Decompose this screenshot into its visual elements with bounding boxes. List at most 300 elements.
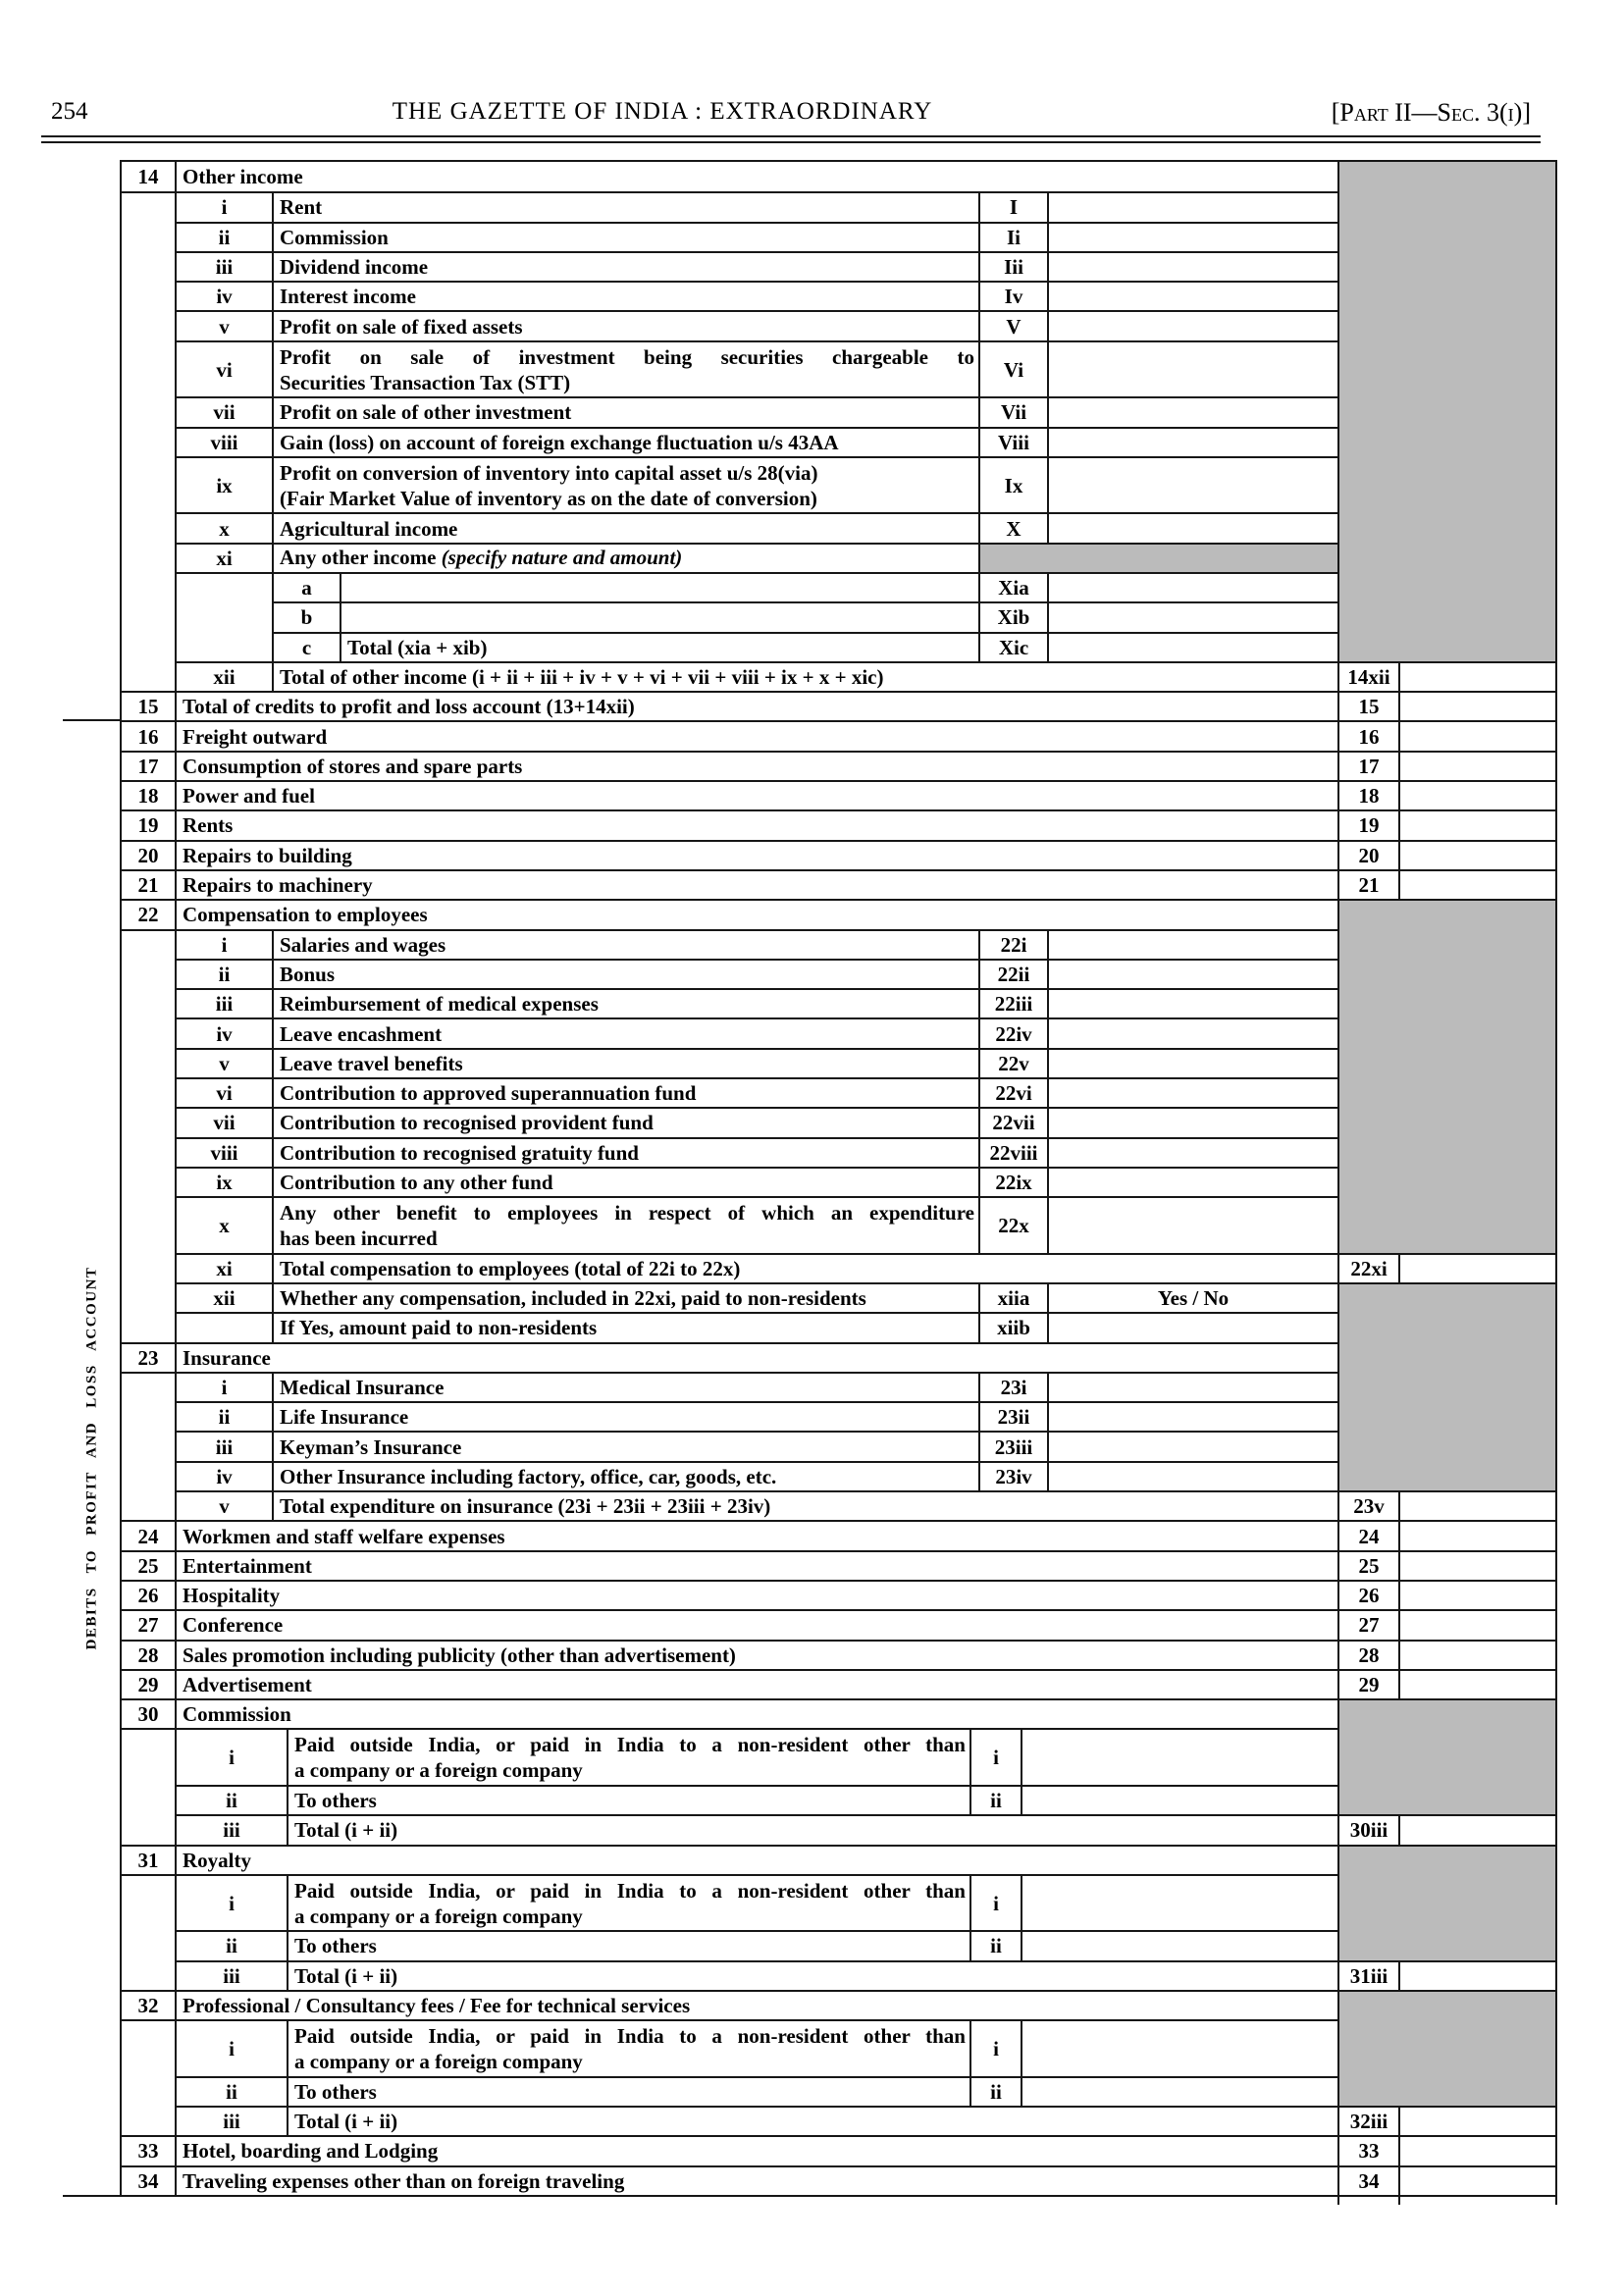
value-cell [1047, 572, 1337, 601]
gray-cell [1337, 1728, 1555, 1785]
gray-cell [1337, 929, 1555, 959]
item-label: Contribution to approved superannuation fund [272, 1077, 978, 1107]
gray-cell [1337, 632, 1555, 661]
gray-cell [1337, 191, 1555, 221]
value-cell [1398, 751, 1555, 780]
item-code: 29 [1337, 1669, 1398, 1698]
table-row [177, 1077, 1555, 1107]
item-label: Hospitality [175, 1580, 1337, 1609]
head-rule-bottom [41, 141, 1541, 143]
table-row [122, 809, 1555, 839]
table-row [177, 310, 1555, 339]
gray-cell [1337, 1312, 1555, 1341]
value-cell [1047, 988, 1337, 1017]
table-row [122, 1520, 1555, 1549]
section-header-row [122, 1698, 1555, 1728]
sub-roman: iii [177, 1814, 287, 1844]
sub-roman: iv [177, 281, 272, 310]
value-cell [1047, 222, 1337, 251]
side-band-divider [63, 719, 120, 721]
item-label [340, 601, 978, 631]
value-cell [1047, 1312, 1337, 1341]
gray-cell [1337, 1990, 1555, 2019]
table-row [177, 456, 1555, 513]
value-cell [1398, 1490, 1555, 1520]
value-cell [1047, 959, 1337, 988]
table-row [177, 1490, 1555, 1520]
value-cell [1047, 1107, 1337, 1136]
item-code: Xia [978, 572, 1047, 601]
sub-roman: ii [177, 1930, 287, 1959]
item-label: Other Insurance including factory, office, car, goods, etc. [272, 1461, 978, 1490]
table-row [122, 1550, 1555, 1580]
row-number: 18 [122, 780, 175, 809]
table-row [177, 1137, 1555, 1167]
value-cell [1398, 1814, 1555, 1844]
sub-roman: xii [177, 661, 272, 691]
gray-cell [1337, 1167, 1555, 1196]
sub-roman: iii [177, 988, 272, 1017]
item-label: Rent [272, 191, 978, 221]
row-number: 21 [122, 869, 175, 899]
item-label: Profit on sale of other investment [272, 396, 978, 426]
value-cell [1398, 1640, 1555, 1669]
gray-cell [1337, 1017, 1555, 1047]
item-label: To others [287, 1930, 969, 1959]
value-cell [1047, 396, 1337, 426]
sub-roman: v [177, 1048, 272, 1077]
item-label: Total (i + ii) [287, 1814, 1337, 1844]
table-row [177, 988, 1555, 1017]
gray-cell [1337, 310, 1555, 339]
item-label: Medical Insurance [272, 1372, 978, 1401]
table-row [177, 929, 1555, 959]
gray-cell [1337, 1107, 1555, 1136]
gray-cell [1337, 162, 1555, 191]
sub-roman: ix [177, 1167, 272, 1196]
item-code: 31iii [1337, 1960, 1398, 1990]
table-row [177, 251, 1555, 281]
table-row [177, 1785, 1555, 1814]
item-code: Xib [978, 601, 1047, 631]
sub-roman: ii [177, 222, 272, 251]
item-code: 21 [1337, 869, 1398, 899]
value-cell [1398, 1520, 1555, 1549]
item-code: 22ix [978, 1167, 1047, 1196]
item-label: If Yes, amount paid to non-residents [272, 1312, 978, 1341]
value-cell [1047, 1017, 1337, 1047]
item-label: Power and fuel [175, 780, 1337, 809]
section-number: 32 [122, 1990, 175, 2019]
value-cell [1047, 427, 1337, 456]
section-header-row [122, 1342, 1555, 1372]
head-rule-top [41, 135, 1541, 137]
item-label: Total of credits to profit and loss account (13+14xii) [175, 691, 1337, 720]
item-label: To others [287, 1785, 969, 1814]
gray-cell [978, 543, 1337, 572]
row-number: 29 [122, 1669, 175, 1698]
gray-cell [1337, 222, 1555, 251]
item-label: Commission [272, 222, 978, 251]
item-label: Total compensation to employees (total of 22i to 22x) [272, 1253, 1337, 1282]
value-cell [1047, 929, 1337, 959]
item-label: Gain (loss) on account of foreign exchange fluctuation u/s 43AA [272, 427, 978, 456]
gray-cell [1337, 2019, 1555, 2076]
item-label: Paid outside India, or paid in India to a non-resident other than a company or a foreign company [287, 2019, 969, 2076]
table-row [177, 1107, 1555, 1136]
item-code: Vi [978, 340, 1047, 397]
item-code: 33 [1337, 2135, 1398, 2165]
next-row-stub [1555, 2197, 1557, 2205]
item-label: Paid outside India, or paid in India to a non-resident other than a company or a foreign company [287, 1874, 969, 1931]
gray-cell [1337, 1077, 1555, 1107]
gray-cell [1337, 427, 1555, 456]
item-label: Contribution to any other fund [272, 1167, 978, 1196]
gray-cell [1337, 281, 1555, 310]
section-body [122, 1728, 1555, 1844]
item-label: Life Insurance [272, 1401, 978, 1431]
table-row [177, 1814, 1555, 1844]
item-label: Conference [175, 1609, 1337, 1639]
value-cell [1047, 1372, 1337, 1401]
table-row [177, 1312, 1555, 1341]
row-number: 27 [122, 1609, 175, 1639]
table-row [122, 1609, 1555, 1639]
sub-roman: i [177, 1372, 272, 1401]
table-row [122, 1640, 1555, 1669]
item-code: 22ii [978, 959, 1047, 988]
gray-cell [1337, 1401, 1555, 1431]
value-cell [1398, 1669, 1555, 1698]
item-code: ii [969, 1785, 1021, 1814]
table-row [122, 840, 1555, 869]
sub-roman: vi [177, 1077, 272, 1107]
running-head-part: [Part II—Sec. 3(i)] [1331, 98, 1531, 127]
sub-roman: ii [177, 959, 272, 988]
table-row [122, 1580, 1555, 1609]
gray-cell [1337, 1698, 1555, 1728]
gray-cell [1337, 456, 1555, 513]
section-body [122, 1874, 1555, 1990]
item-label: Reimbursement of medical expenses [272, 988, 978, 1017]
running-head-title: THE GAZETTE OF INDIA : EXTRAORDINARY [392, 98, 933, 125]
value-cell [1047, 281, 1337, 310]
table-row [177, 512, 1555, 542]
abc-rows [272, 572, 1555, 661]
item-code: 22x [978, 1196, 1047, 1253]
value-cell [1047, 601, 1337, 631]
value-cell [1021, 2019, 1337, 2076]
sub-roman: ii [177, 2076, 287, 2106]
value-cell [1047, 310, 1337, 339]
section-number: 22 [122, 899, 175, 928]
sub-roman: i [177, 1728, 287, 1785]
value-cell [1398, 809, 1555, 839]
item-code: Iv [978, 281, 1047, 310]
gray-cell [1337, 543, 1555, 572]
gray-cell [1337, 340, 1555, 397]
table-row [177, 1930, 1555, 1959]
item-code: 23i [978, 1372, 1047, 1401]
item-label: Workmen and staff welfare expenses [175, 1520, 1337, 1549]
item-code: 34 [1337, 2165, 1398, 2195]
item-label: Profit on sale of investment being securities chargeable to Securities Transaction Tax (STT) [272, 340, 978, 397]
gray-cell [1337, 1048, 1555, 1077]
section-number: 30 [122, 1698, 175, 1728]
gray-cell [1337, 1785, 1555, 1814]
table-row [177, 543, 1555, 572]
sub-roman: iii [177, 1960, 287, 1990]
value-cell [1398, 869, 1555, 899]
table-row [122, 720, 1555, 750]
gray-cell [1337, 1282, 1555, 1312]
table-row [177, 1461, 1555, 1490]
item-label: Entertainment [175, 1550, 1337, 1580]
table-row [177, 281, 1555, 310]
section-body [122, 1372, 1555, 1520]
table-row [122, 2165, 1555, 2195]
value-cell [1047, 1167, 1337, 1196]
item-code: 24 [1337, 1520, 1398, 1549]
section-rows [175, 929, 1555, 1342]
section-number: 14 [137, 165, 159, 189]
value-cell [1047, 191, 1337, 221]
item-code: Ix [978, 456, 1047, 513]
item-code: 30iii [1337, 1814, 1398, 1844]
value-cell [1398, 691, 1555, 720]
sub-roman: iv [177, 1017, 272, 1047]
sub-roman: ix [177, 456, 272, 513]
sub-roman: ii [177, 1785, 287, 1814]
row-number: 16 [122, 720, 175, 750]
table-row [122, 1669, 1555, 1698]
item-code: 22vii [978, 1107, 1047, 1136]
section-body [122, 929, 1555, 1342]
section-header-row [122, 899, 1555, 928]
item-code: 20 [1337, 840, 1398, 869]
row-number: 24 [122, 1520, 175, 1549]
gray-cell [1337, 1196, 1555, 1253]
value-cell [1021, 1930, 1337, 1959]
side-band-label: DEBITS TO PROFIT AND LOSS ACCOUNT [83, 1266, 100, 1650]
sub-roman: xi [177, 1253, 272, 1282]
table-row [177, 340, 1555, 397]
item-code: Iii [978, 251, 1047, 281]
table-row [177, 2019, 1555, 2076]
item-code: xiia [978, 1282, 1047, 1312]
item-label: Consumption of stores and spare parts [175, 751, 1337, 780]
value-cell [1021, 1785, 1337, 1814]
item-code: 22i [978, 929, 1047, 959]
table-row [122, 751, 1555, 780]
value-cell [1047, 251, 1337, 281]
item-label: Leave travel benefits [272, 1048, 978, 1077]
table-row [177, 427, 1555, 456]
roman-spacer [177, 572, 272, 661]
section-body [122, 191, 1555, 691]
abc-group-row [177, 572, 1555, 661]
sub-letter: c [274, 632, 340, 661]
value-cell [1398, 2165, 1555, 2195]
sub-roman: i [177, 191, 272, 221]
gray-cell [1337, 899, 1555, 928]
row-number: 26 [122, 1580, 175, 1609]
item-label: Agricultural income [272, 512, 978, 542]
table-row [177, 2076, 1555, 2106]
sub-roman: i [177, 2019, 287, 2076]
section-rows [175, 1728, 1555, 1844]
table-row [177, 2106, 1555, 2135]
section-rows [175, 191, 1555, 691]
gray-cell [1337, 1372, 1555, 1401]
row-number-spacer [122, 1874, 175, 1990]
row-number: 28 [122, 1640, 175, 1669]
value-cell [1398, 1253, 1555, 1282]
item-label: Traveling expenses other than on foreign traveling [175, 2165, 1337, 2195]
value-cell [1021, 1728, 1337, 1785]
table-row [177, 1282, 1555, 1312]
value-cell [1047, 632, 1337, 661]
sub-roman: viii [177, 1137, 272, 1167]
table-row [177, 396, 1555, 426]
profit-loss-table [120, 160, 1557, 2197]
gray-cell [1337, 2076, 1555, 2106]
sub-roman: iv [177, 1461, 272, 1490]
item-label: Total expenditure on insurance (23i + 23ii + 23iii + 23iv) [272, 1490, 1337, 1520]
item-code: 22vi [978, 1077, 1047, 1107]
section-header-row [122, 1845, 1555, 1874]
next-row-stub [1398, 2197, 1400, 2205]
gray-cell [1337, 1431, 1555, 1460]
value-cell [1047, 456, 1337, 513]
section-header-row [122, 1990, 1555, 2019]
item-code: ii [969, 2076, 1021, 2106]
sub-roman: vi [177, 340, 272, 397]
gray-cell [1337, 512, 1555, 542]
row-number-spacer [122, 929, 175, 1342]
sub-roman: x [177, 512, 272, 542]
table-row [122, 869, 1555, 899]
item-code: 23ii [978, 1401, 1047, 1431]
table-row [177, 1960, 1555, 1990]
item-code: Viii [978, 427, 1047, 456]
row-number: 20 [122, 840, 175, 869]
item-label: Interest income [272, 281, 978, 310]
item-code: i [969, 1728, 1021, 1785]
table-row [177, 959, 1555, 988]
item-label: Total (i + ii) [287, 1960, 1337, 1990]
item-code: 32iii [1337, 2106, 1398, 2135]
item-label: Contribution to recognised provident fund [272, 1107, 978, 1136]
item-label: Salaries and wages [272, 929, 978, 959]
sub-letter: a [274, 572, 340, 601]
value-cell [1047, 1431, 1337, 1460]
item-code: Vii [978, 396, 1047, 426]
item-label: Total (i + ii) [287, 2106, 1337, 2135]
item-label: Any other income (specify nature and amount) [272, 543, 978, 572]
sub-roman: iii [177, 2106, 287, 2135]
value-cell [1047, 1461, 1337, 1490]
row-number-spacer [122, 1728, 175, 1844]
gray-cell [1337, 1461, 1555, 1490]
value-cell [1398, 2106, 1555, 2135]
table-row [122, 2135, 1555, 2165]
item-label: Any other benefit to employees in respect of which an expenditure has been incurred [272, 1196, 978, 1253]
item-label: Hotel, boarding and Lodging [175, 2135, 1337, 2165]
value-cell [1398, 1550, 1555, 1580]
sub-roman: xii [177, 1282, 272, 1312]
value-cell [1047, 1401, 1337, 1431]
item-code: 22iii [978, 988, 1047, 1017]
item-code: 25 [1337, 1550, 1398, 1580]
item-label: Whether any compensation, included in 22xi, paid to non-residents [272, 1282, 978, 1312]
value-cell [1398, 1960, 1555, 1990]
value-cell [1398, 2135, 1555, 2165]
sub-roman: iii [177, 251, 272, 281]
item-label: To others [287, 2076, 969, 2106]
table-row [274, 601, 1555, 631]
item-code: 28 [1337, 1640, 1398, 1669]
value-cell [1021, 1874, 1337, 1931]
item-label: Freight outward [175, 720, 1337, 750]
item-label: Advertisement [175, 1669, 1337, 1698]
value-cell [1047, 1137, 1337, 1167]
item-code: i [969, 2019, 1021, 2076]
sub-roman: iii [177, 1431, 272, 1460]
item-code: Xic [978, 632, 1047, 661]
item-code: X [978, 512, 1047, 542]
sub-roman: vii [177, 1107, 272, 1136]
item-code: 27 [1337, 1609, 1398, 1639]
value-cell [1398, 661, 1555, 691]
gray-cell [1337, 1342, 1555, 1372]
section-title: Other income [175, 162, 1337, 191]
value-cell [1398, 780, 1555, 809]
item-code: 19 [1337, 809, 1398, 839]
gray-cell [1337, 601, 1555, 631]
item-code: i [969, 1874, 1021, 1931]
item-code: V [978, 310, 1047, 339]
value-cell [1398, 720, 1555, 750]
row-number-spacer [122, 1372, 175, 1520]
item-code: 16 [1337, 720, 1398, 750]
item-label: Total of other income (i + ii + iii + iv + v + vi + vii + viii + ix + x + xic) [272, 661, 1337, 691]
gray-cell [1337, 959, 1555, 988]
item-label: Contribution to recognised gratuity fund [272, 1137, 978, 1167]
item-code: 14xii [1337, 661, 1398, 691]
item-label: Paid outside India, or paid in India to a non-resident other than a company or a foreign company [287, 1728, 969, 1785]
item-code: 22xi [1337, 1253, 1398, 1282]
item-code: Ii [978, 222, 1047, 251]
table-row [177, 1048, 1555, 1077]
sub-roman: i [177, 929, 272, 959]
sub-roman [177, 1312, 272, 1341]
item-code: 22viii [978, 1137, 1047, 1167]
page-number: 254 [51, 98, 88, 125]
sub-letter: b [274, 601, 340, 631]
value-cell [1047, 512, 1337, 542]
item-label: Repairs to machinery [175, 869, 1337, 899]
item-label [340, 572, 978, 601]
table-row [177, 1874, 1555, 1931]
item-label: Bonus [272, 959, 978, 988]
item-label: Dividend income [272, 251, 978, 281]
value-cell [1047, 1048, 1337, 1077]
table-row [177, 222, 1555, 251]
sub-roman: viii [177, 427, 272, 456]
section-title: Insurance [175, 1342, 1337, 1372]
next-row-stub [1337, 2197, 1339, 2205]
